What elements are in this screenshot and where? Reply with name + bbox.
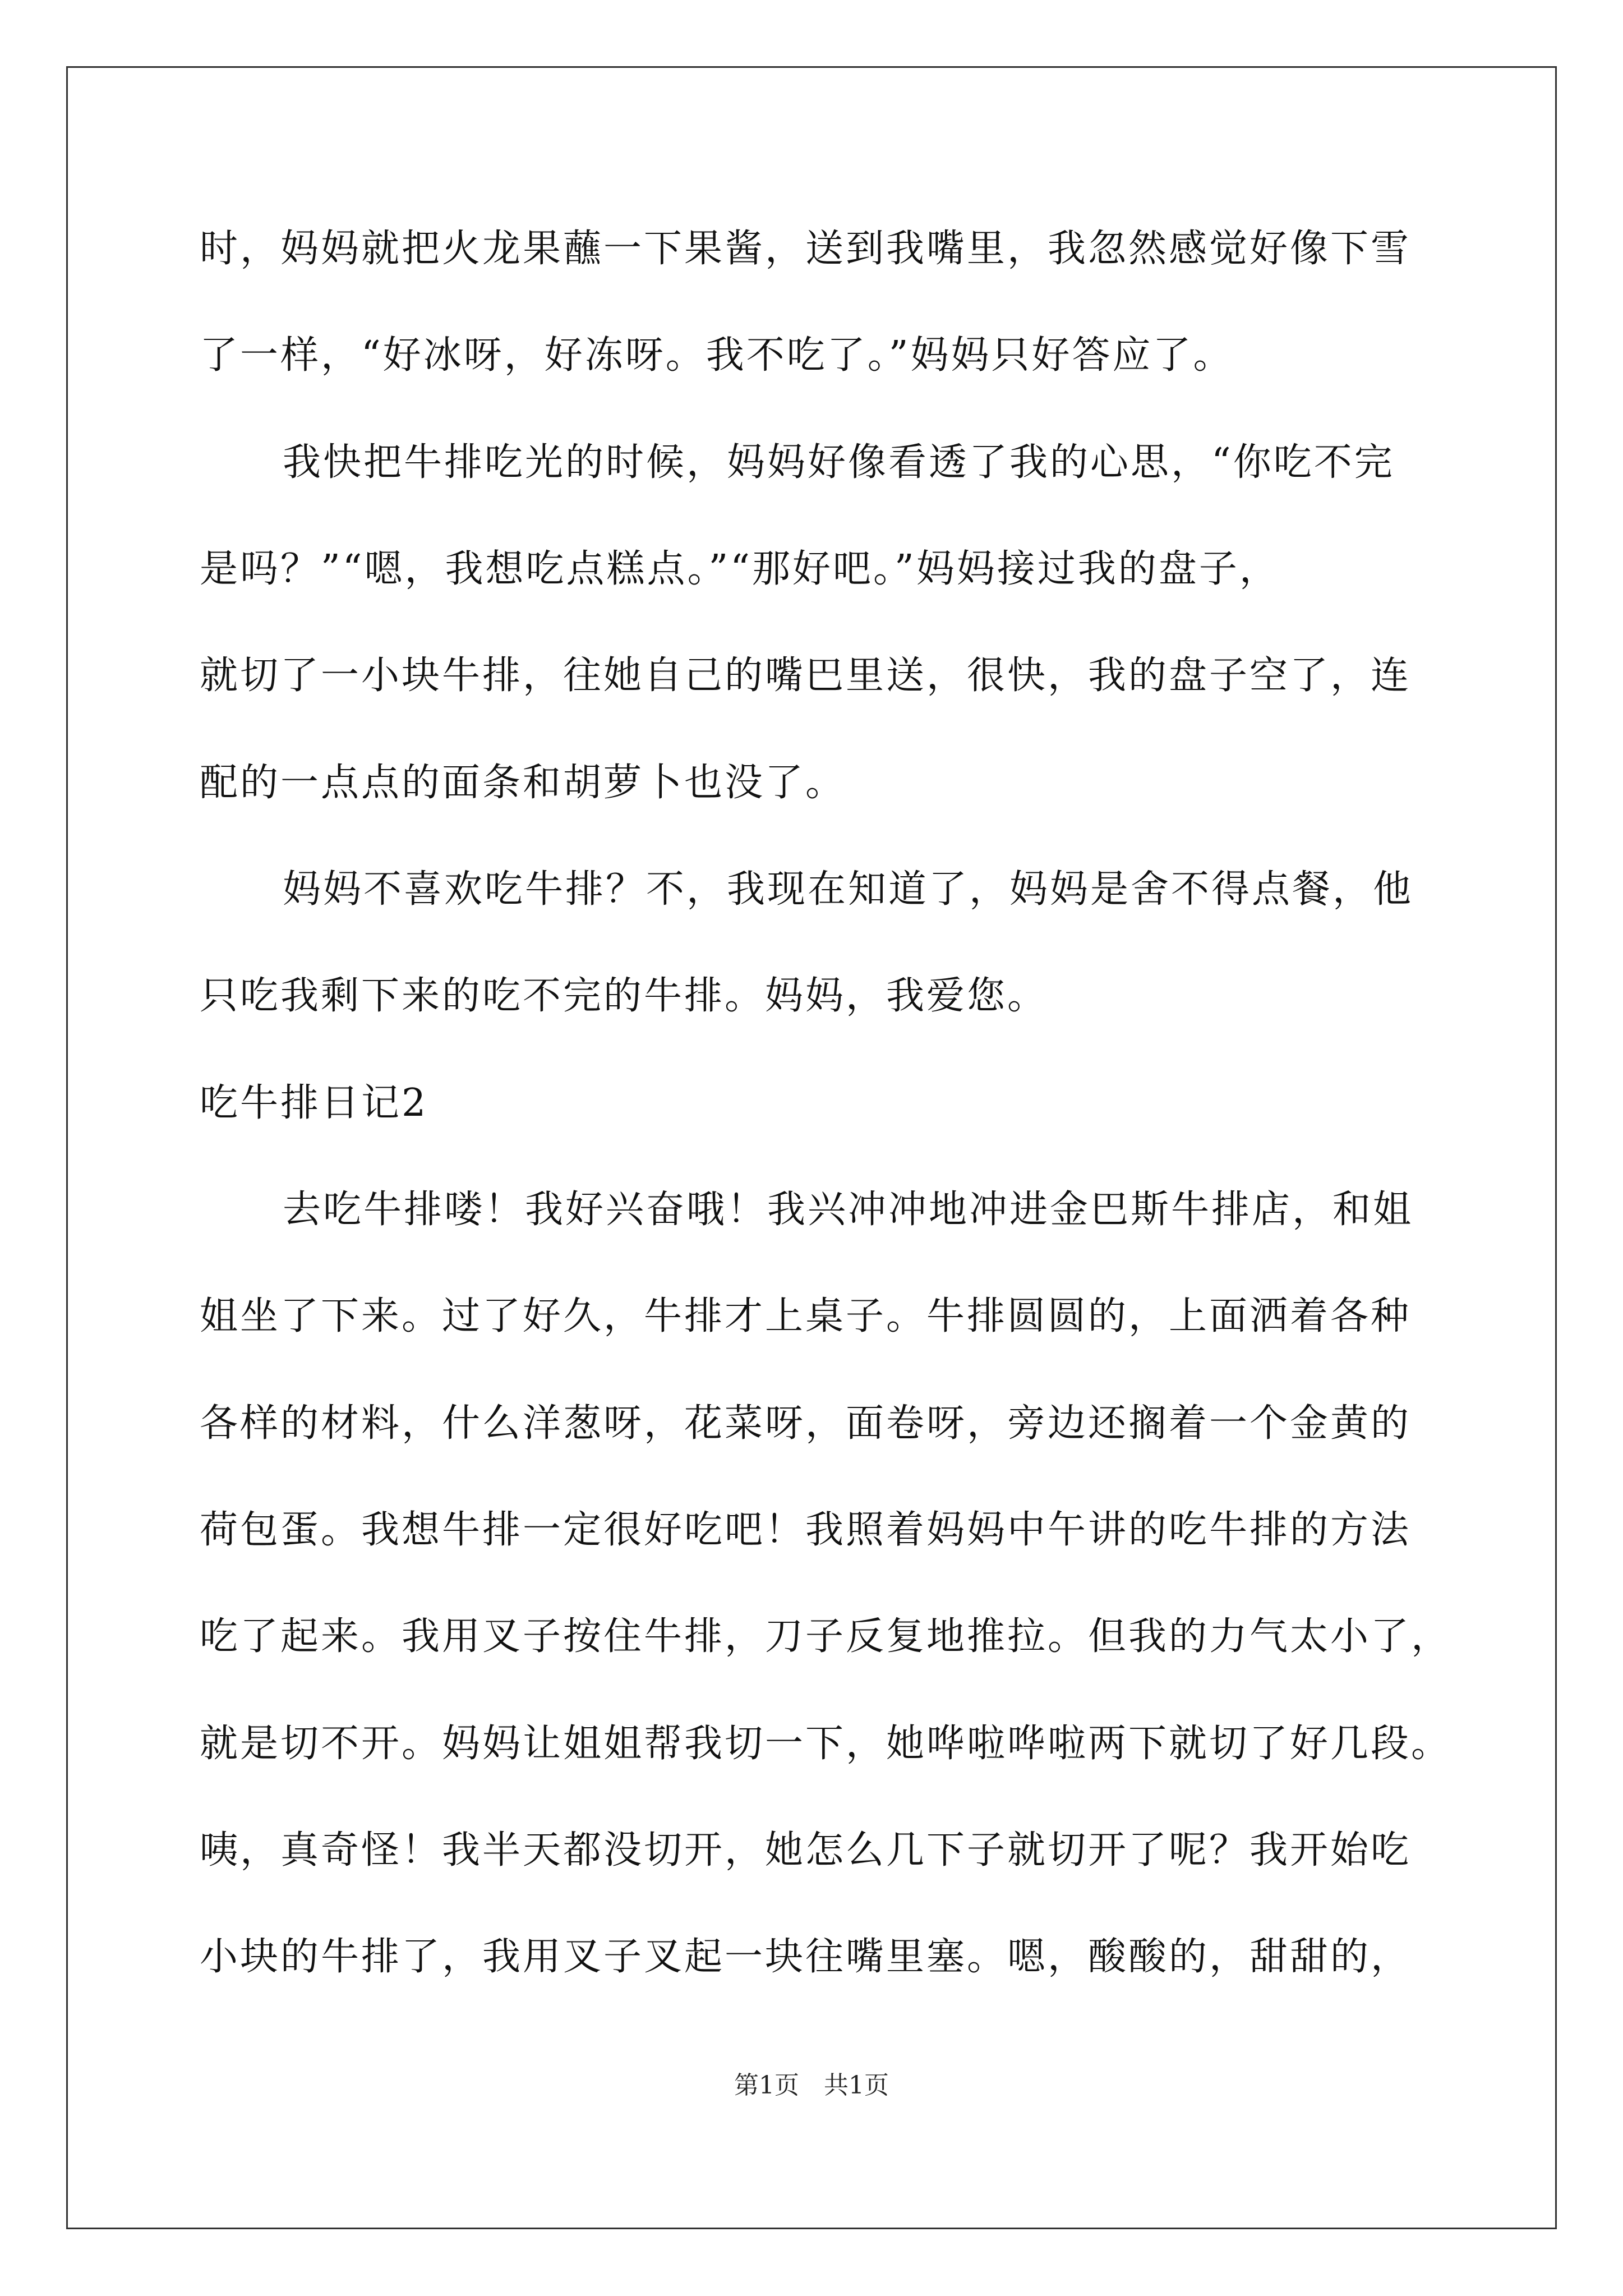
- section-title: 吃牛排日记2: [200, 1081, 428, 1125]
- text-line: 我快把牛排吃光的时候，妈妈好像看透了我的心思，“你吃不完: [283, 440, 1395, 485]
- text-line: 就切了一小块牛排，往她自己的嘴巴里送，很快，我的盘子空了，连: [200, 654, 1412, 698]
- text-line: 只吃我剩下来的吃不完的牛排。妈妈，我爱您。: [200, 974, 1048, 1018]
- text-line: 姐坐了下来。过了好久，牛排才上桌子。牛排圆圆的，上面洒着各种: [200, 1294, 1412, 1338]
- text-line: 荷包蛋。我想牛排一定很好吃吧！我照着妈妈中午讲的吃牛排的方法: [200, 1508, 1412, 1552]
- text-line: 是吗？”“嗯，我想吃点糕点。”“那好吧。”妈妈接过我的盘子，: [200, 547, 1280, 591]
- text-line: 妈妈不喜欢吃牛排？不，我现在知道了，妈妈是舍不得点餐，他: [283, 867, 1414, 912]
- text-line: 小块的牛排了，我用叉子叉起一块往嘴里塞。嗯，酸酸的，甜甜的，: [200, 1935, 1412, 1979]
- text-line: 去吃牛排喽！我好兴奋哦！我兴冲冲地冲进金巴斯牛排店，和姐: [283, 1188, 1414, 1232]
- text-line: 咦，真奇怪！我半天都没切开，她怎么几下子就切开了呢？我开始吃: [200, 1828, 1412, 1872]
- text-line: 时，妈妈就把火龙果蘸一下果酱，送到我嘴里，我忽然感觉好像下雪: [200, 227, 1412, 271]
- text-line: 就是切不开。妈妈让姐姐帮我切一下，她哗啦哗啦两下就切了好几段。: [200, 1722, 1452, 1766]
- text-line: 吃了起来。我用叉子按住牛排，刀子反复地推拉。但我的力气太小了，: [200, 1614, 1452, 1659]
- page-border: [66, 66, 1557, 2229]
- text-line: 了一样，“好冰呀，好冻呀。我不吃了。”妈妈只好答应了。: [200, 333, 1234, 378]
- text-line: 各样的材料，什么洋葱呀，花菜呀，面卷呀，旁边还搁着一个金黄的: [200, 1401, 1412, 1446]
- page-footer: 第1页 共1页: [734, 2071, 889, 2100]
- text-line: 配的一点点的面条和胡萝卜也没了。: [200, 761, 846, 805]
